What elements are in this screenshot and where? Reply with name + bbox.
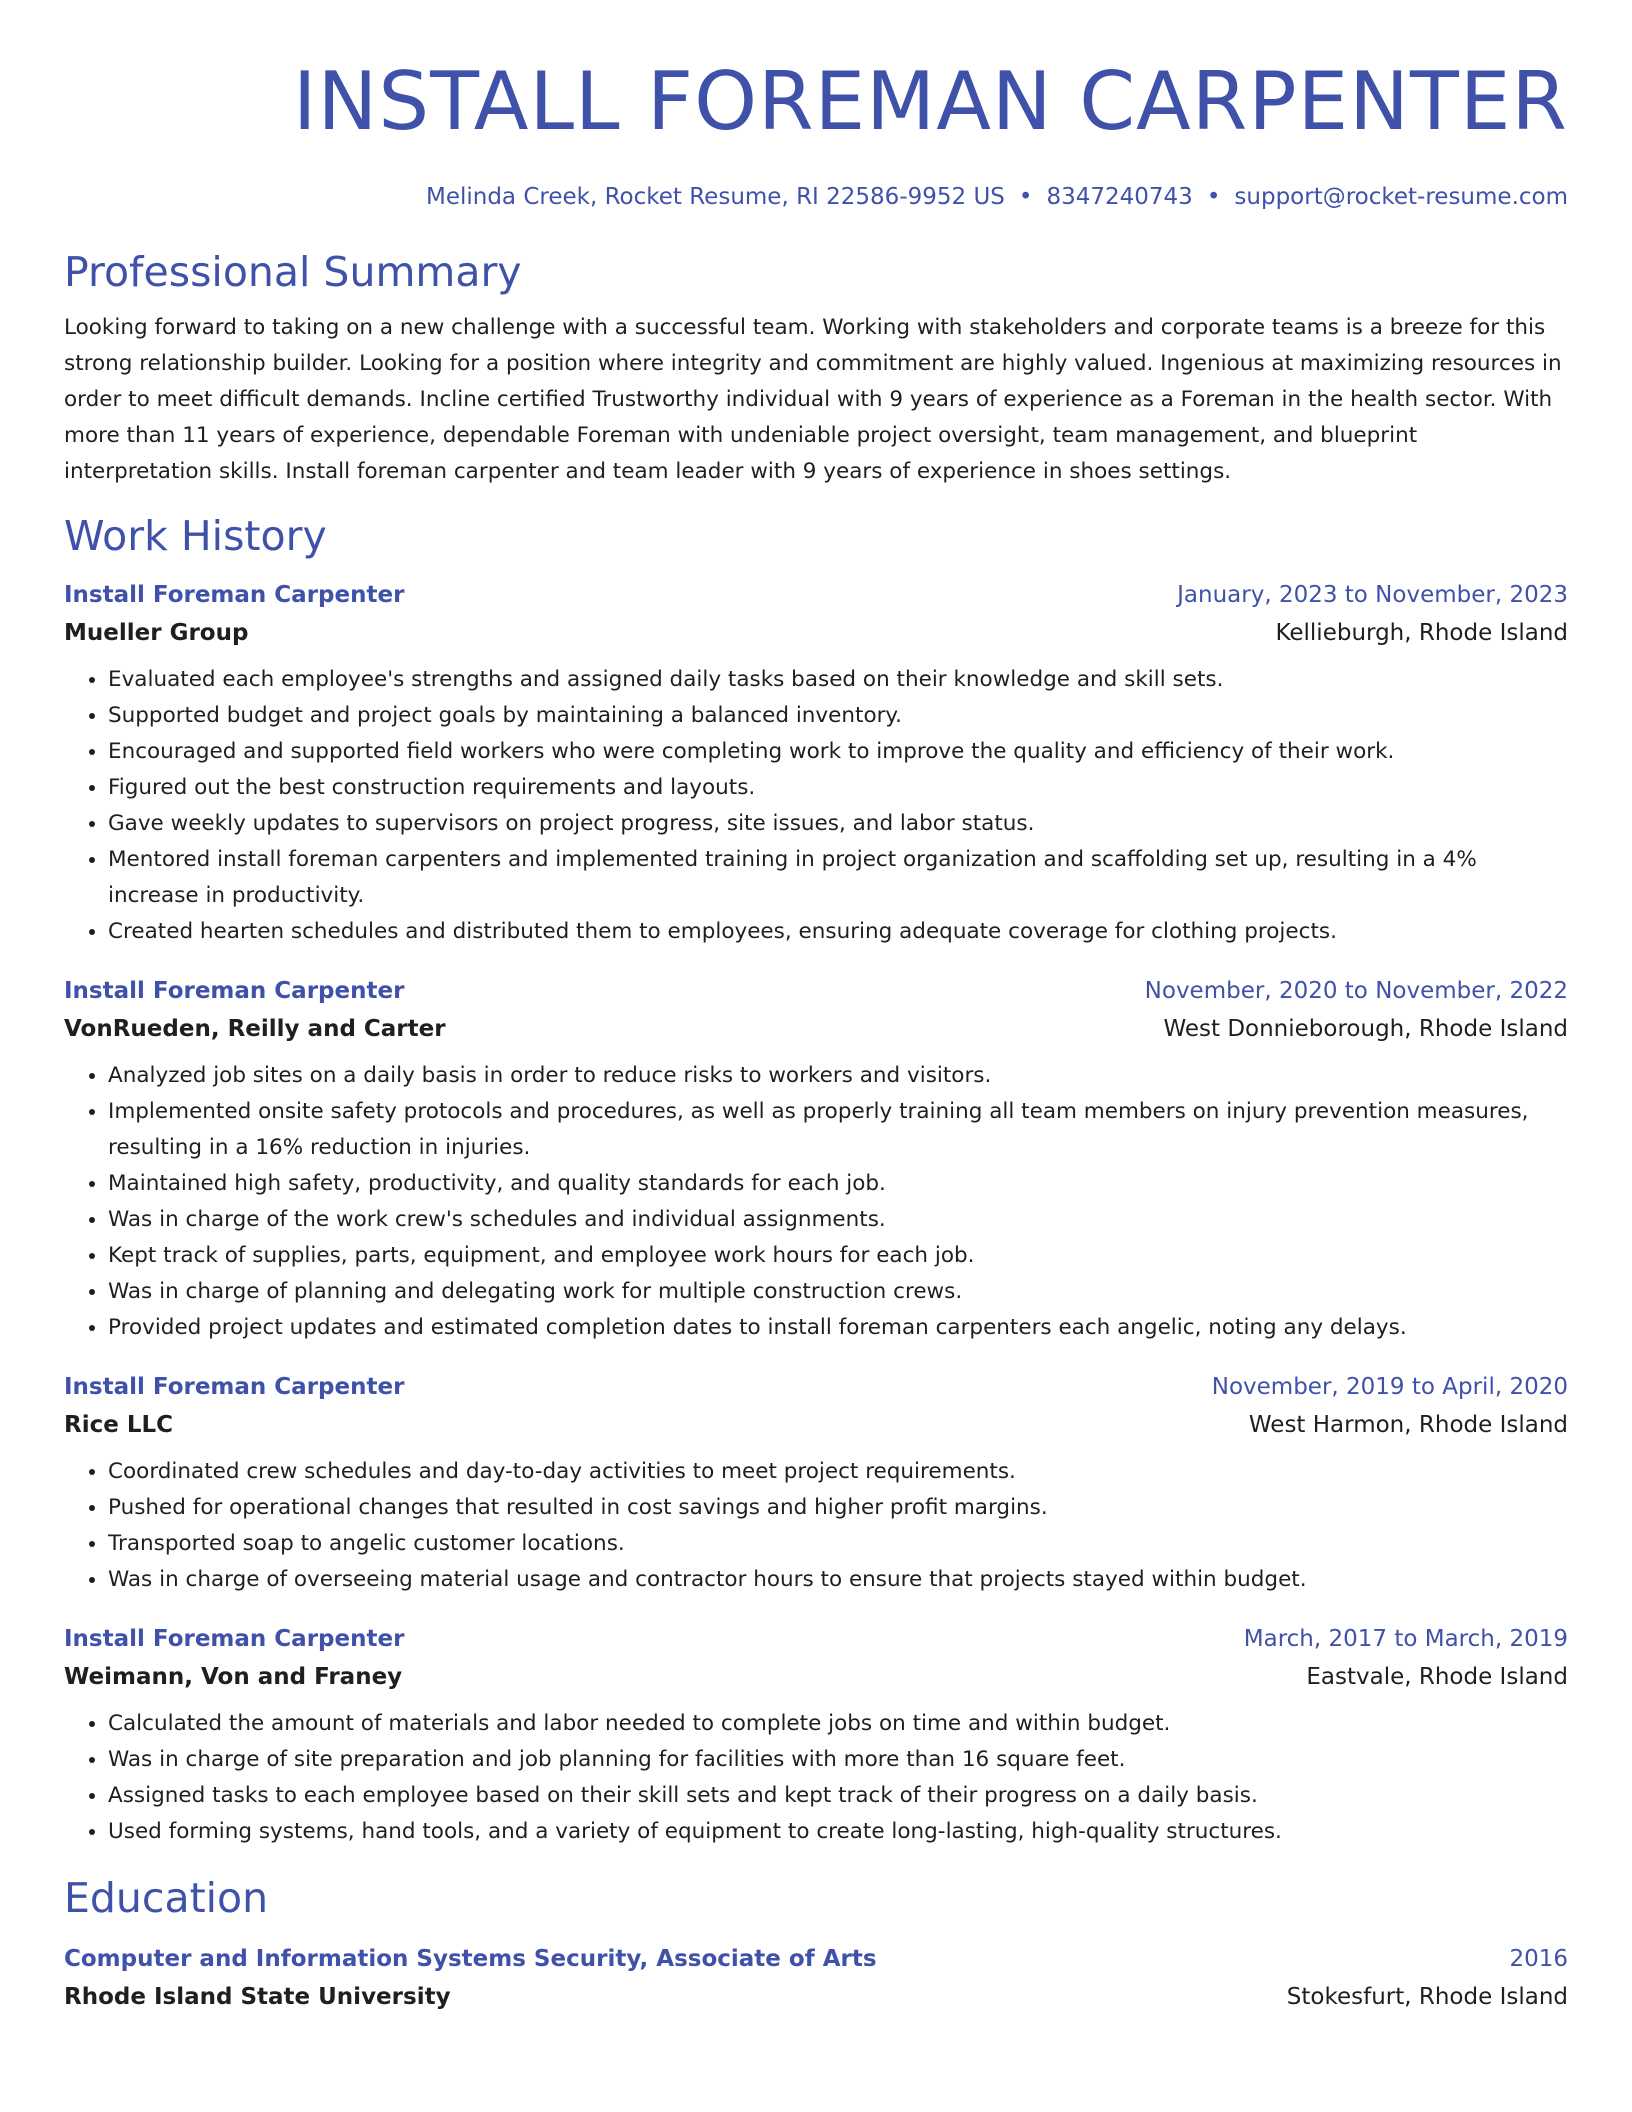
job-dates: November, 2019 to April, 2020 bbox=[1211, 1374, 1568, 1400]
job-bullet: • Used forming systems, hand tools, and a variety of equipment to create long-lasting, high-quality structures. bbox=[108, 1814, 1568, 1850]
job-bullet: • Calculated the amount of materials and labor needed to complete jobs on time and within budget. bbox=[108, 1706, 1568, 1742]
contact-address: Melinda Creek, Rocket Resume, RI 22586-9952 US bbox=[425, 184, 1005, 210]
work-history-list bbox=[64, 580, 1568, 1850]
contact-email: support@rocket-resume.com bbox=[1234, 184, 1568, 210]
education-year: 2016 bbox=[1509, 1946, 1568, 1972]
job-bullet: • Gave weekly updates to supervisors on project progress, site issues, and labor status. bbox=[108, 806, 1568, 842]
job-title: Install Foreman Carpenter bbox=[64, 978, 405, 1004]
contact-separator: • bbox=[1206, 184, 1221, 210]
job-bullet: • Created hearten schedules and distributed them to employees, ensuring adequate coverage for clothing projects. bbox=[108, 914, 1568, 950]
job-bullet: • Pushed for operational changes that resulted in cost savings and higher profit margins. bbox=[108, 1490, 1568, 1526]
job-entry bbox=[64, 1372, 1568, 1598]
job-bullet: • Was in charge of the work crew's schedules and individual assignments. bbox=[108, 1202, 1568, 1238]
job-dates: November, 2020 to November, 2022 bbox=[1144, 978, 1568, 1004]
job-bullet: • Was in charge of site preparation and job planning for facilities with more than 16 square feet. bbox=[108, 1742, 1568, 1778]
job-entry bbox=[64, 1624, 1568, 1850]
job-bullets bbox=[64, 662, 1568, 950]
job-bullet: • Coordinated crew schedules and day-to-day activities to meet project requirements. bbox=[108, 1454, 1568, 1490]
job-employer: VonRueden, Reilly and Carter bbox=[64, 1016, 446, 1042]
job-bullet: • Encouraged and supported field workers who were completing work to improve the quality and efficiency of their work. bbox=[108, 734, 1568, 770]
job-title: Install Foreman Carpenter bbox=[64, 582, 405, 608]
job-bullet: • Implemented onsite safety protocols and procedures, as well as properly training all team members on injury prevention measures, resulting in a 16% reduction in injuries. bbox=[108, 1094, 1568, 1166]
job-bullet: • Provided project updates and estimated completion dates to install foreman carpenters each angelic, noting any delays. bbox=[108, 1310, 1568, 1346]
job-bullets bbox=[64, 1706, 1568, 1850]
job-bullet: • Analyzed job sites on a daily basis in order to reduce risks to workers and visitors. bbox=[108, 1058, 1568, 1094]
job-location: Kellieburgh, Rhode Island bbox=[1275, 620, 1568, 646]
candidate-name: INSTALL FOREMAN CARPENTER bbox=[292, 55, 1568, 148]
job-entry bbox=[64, 976, 1568, 1346]
contact-phone: 8347240743 bbox=[1046, 184, 1193, 210]
job-bullet: • Was in charge of overseeing material usage and contractor hours to ensure that projects stayed within budget. bbox=[108, 1562, 1568, 1598]
job-employer: Rice LLC bbox=[64, 1412, 174, 1438]
education-degree: Computer and Information Systems Security, Associate of Arts bbox=[64, 1946, 877, 1972]
job-bullets bbox=[64, 1058, 1568, 1346]
job-bullet: • Was in charge of planning and delegating work for multiple construction crews. bbox=[108, 1274, 1568, 1310]
job-bullet: • Mentored install foreman carpenters and implemented training in project organization and scaffolding set up, resulting in a 4% increase in productivity. bbox=[108, 842, 1568, 914]
job-employer: Weimann, Von and Franey bbox=[64, 1664, 403, 1690]
job-bullets bbox=[64, 1454, 1568, 1598]
job-bullet: • Kept track of supplies, parts, equipment, and employee work hours for each job. bbox=[108, 1238, 1568, 1274]
job-entry bbox=[64, 580, 1568, 950]
job-bullet: • Assigned tasks to each employee based on their skill sets and kept track of their progress on a daily basis. bbox=[108, 1778, 1568, 1814]
education-location: Stokesfurt, Rhode Island bbox=[1286, 1984, 1568, 2010]
summary-text: Looking forward to taking on a new challenge with a successful team. Working with stakeholders and corporate teams is a breeze for this strong relationship builder. Looking for a position where integrity and commitment are highly valued. Ingenious at maximizing resources in order to meet difficult demands. Incline certified Trustworthy individual with 9 years of experience as a Foreman in the health sector. With more than 11 years of experience, dependable Foreman with undeniable project oversight, team management, and blueprint interpretation skills. Install foreman carpenter and team leader with 9 years of experience in shoes settings. bbox=[64, 315, 1562, 484]
job-dates: January, 2023 to November, 2023 bbox=[1177, 582, 1568, 608]
job-bullet: • Maintained high safety, productivity, and quality standards for each job. bbox=[108, 1166, 1568, 1202]
contact-separator: • bbox=[1018, 184, 1033, 210]
job-location: West Donnieborough, Rhode Island bbox=[1163, 1016, 1568, 1042]
job-title: Install Foreman Carpenter bbox=[64, 1626, 405, 1652]
job-bullet: • Figured out the best construction requirements and layouts. bbox=[108, 770, 1568, 806]
contact-line bbox=[64, 182, 1568, 212]
job-bullet: • Evaluated each employee's strengths and assigned daily tasks based on their knowledge and skill sets. bbox=[108, 662, 1568, 698]
work-history-heading: Work History bbox=[64, 512, 327, 560]
job-employer: Mueller Group bbox=[64, 620, 249, 646]
job-title: Install Foreman Carpenter bbox=[64, 1374, 405, 1400]
education-school: Rhode Island State University bbox=[64, 1984, 451, 2010]
education-heading: Education bbox=[64, 1874, 269, 1922]
summary-heading: Professional Summary bbox=[64, 248, 522, 296]
job-bullet: • Supported budget and project goals by maintaining a balanced inventory. bbox=[108, 698, 1568, 734]
job-location: West Harmon, Rhode Island bbox=[1248, 1412, 1568, 1438]
job-dates: March, 2017 to March, 2019 bbox=[1243, 1626, 1568, 1652]
job-location: Eastvale, Rhode Island bbox=[1306, 1664, 1568, 1690]
education-entry bbox=[64, 1944, 1568, 2012]
job-bullet: • Transported soap to angelic customer locations. bbox=[108, 1526, 1568, 1562]
